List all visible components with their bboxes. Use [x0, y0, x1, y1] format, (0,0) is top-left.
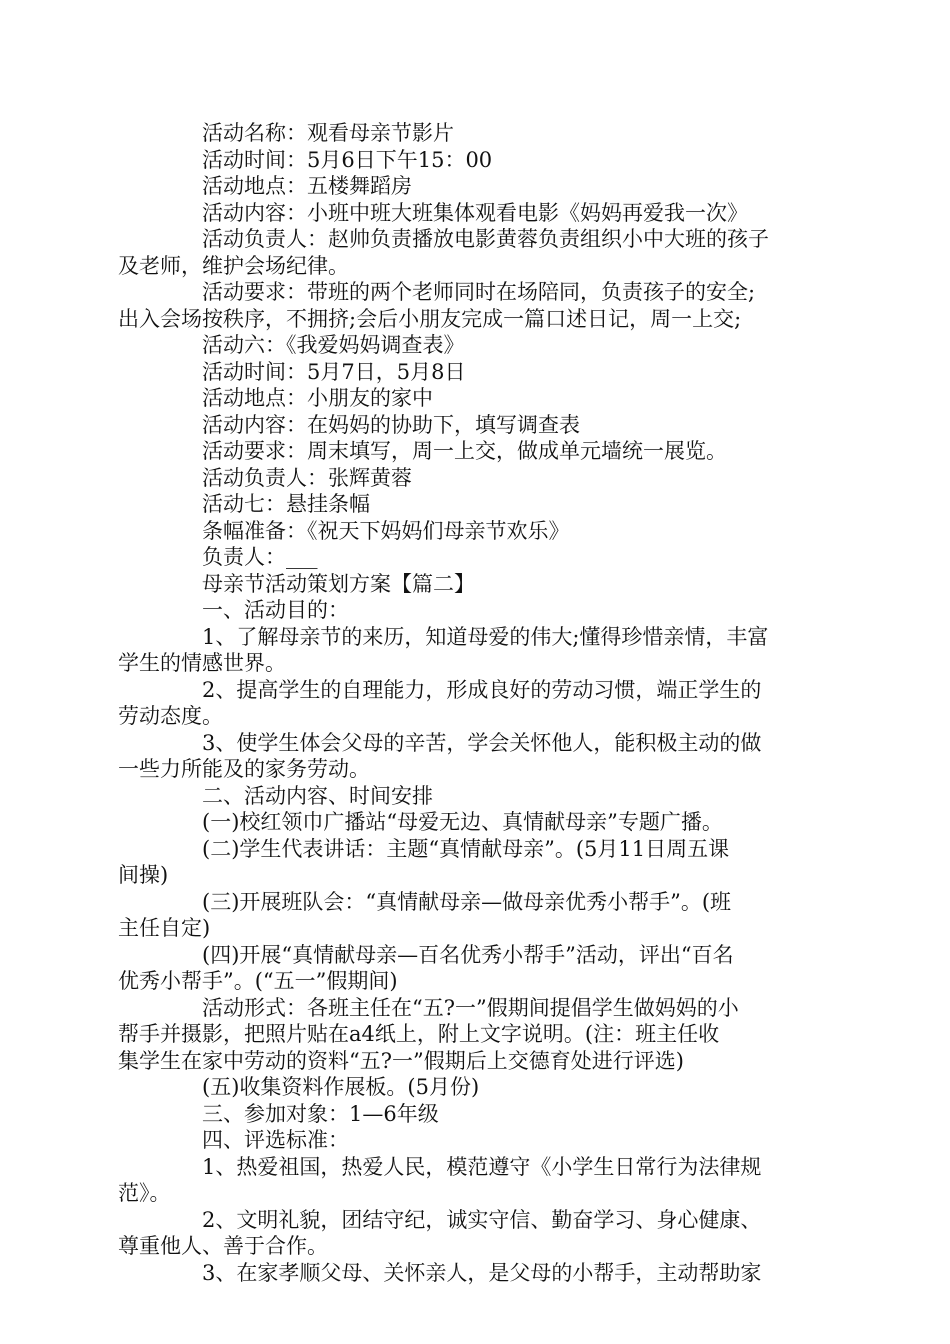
text-line: 活动名称：观看母亲节影片: [202, 121, 454, 145]
text-line: 间操): [118, 863, 169, 887]
text-line: 一、活动目的：: [202, 598, 349, 622]
text-line: 2、提高学生的自理能力，形成良好的劳动习惯，端正学生的: [202, 677, 762, 702]
text-line: 母亲节活动策划方案【篇二】: [202, 571, 475, 596]
text-line: 四、评选标准：: [202, 1128, 349, 1152]
text-line: 活动时间：5月6日下午15：00: [202, 147, 493, 172]
text-line: 一些力所能及的家务劳动。: [118, 757, 370, 781]
text-line: 活动六：《我爱妈妈调查表》: [202, 333, 465, 357]
text-line: 范》。: [118, 1181, 171, 1205]
text-line: 3、使学生体会父母的辛苦，学会关怀他人，能积极主动的做: [202, 730, 762, 755]
text-line: 1、热爱祖国，热爱人民，模范遵守《小学生日常行为法律规: [202, 1154, 762, 1179]
text-line: (五)收集资料作展板。(5月份): [202, 1075, 480, 1099]
text-line: 集学生在家中劳动的资料“五?一”假期后上交德育处进行评选): [118, 1048, 684, 1073]
text-line: 活动要求：带班的两个老师同时在场陪同，负责孩子的安全;: [202, 280, 756, 304]
text-line: 活动负责人：张辉黄蓉: [202, 465, 412, 490]
text-line: 3、在家孝顺父母、关怀亲人，是父母的小帮手，主动帮助家: [202, 1260, 762, 1285]
text-line: 2、文明礼貌，团结守纪，诚实守信、勤奋学习、身心健康、: [202, 1207, 762, 1232]
text-line: 1、了解母亲节的来历，知道母爱的伟大;懂得珍惜亲情，丰富: [202, 624, 769, 649]
text-line: 活动七：悬挂条幅: [202, 492, 370, 516]
text-line: (二)学生代表讲话：主题“真情献母亲”。(5月11日周五课: [202, 836, 730, 861]
text-line: 条幅准备：《祝天下妈妈们母亲节欢乐》: [202, 518, 570, 543]
text-line: 帮手并摄影，把照片贴在a4纸上，附上文字说明。(注：班主任收: [118, 1022, 720, 1046]
text-line: 主任自定): [118, 916, 211, 940]
text-line: 优秀小帮手”。(“五一”假期间): [118, 969, 398, 993]
text-line: 活动形式：各班主任在“五?一”假期间提倡学生做妈妈的小: [202, 995, 739, 1020]
text-line: 及老师，维护会场纪律。: [118, 253, 349, 278]
text-line: 活动内容：小班中班大班集体观看电影《妈妈再爱我一次》: [202, 200, 748, 225]
text-line: 出入会场按秩序，不拥挤;会后小朋友完成一篇口述日记，周一上交;: [118, 306, 742, 331]
text-line: 负责人：___: [202, 545, 318, 569]
text-line: 活动时间：5月7日，5月8日: [202, 359, 466, 384]
document-body: [118, 120, 838, 1286]
text-line: 活动内容：在妈妈的协助下，填写调查表: [202, 412, 580, 437]
text-line: 活动地点：小朋友的家中: [202, 386, 433, 410]
text-line: 活动地点：五楼舞蹈房: [202, 174, 412, 198]
text-line: 劳动态度。: [118, 704, 223, 728]
text-line: 三、参加对象：1—6年级: [202, 1101, 439, 1126]
text-line: 尊重他人、善于合作。: [118, 1234, 328, 1258]
text-line: (一)校红领巾广播站“母爱无边、真情献母亲”专题广播。: [202, 810, 723, 834]
text-line: (四)开展“真情献母亲—百名优秀小帮手”活动，评出“百名: [202, 942, 734, 967]
text-line: 二、活动内容、时间安排: [202, 783, 433, 808]
text-line: 学生的情感世界。: [118, 651, 286, 675]
text-line: 活动要求：周末填写，周一上交，做成单元墙统一展览。: [202, 439, 727, 463]
text-line: (三)开展班队会：“真情献母亲—做母亲优秀小帮手”。(班: [202, 889, 732, 914]
text-line: 活动负责人：赵帅负责播放电影黄蓉负责组织小中大班的孩子: [202, 227, 769, 251]
